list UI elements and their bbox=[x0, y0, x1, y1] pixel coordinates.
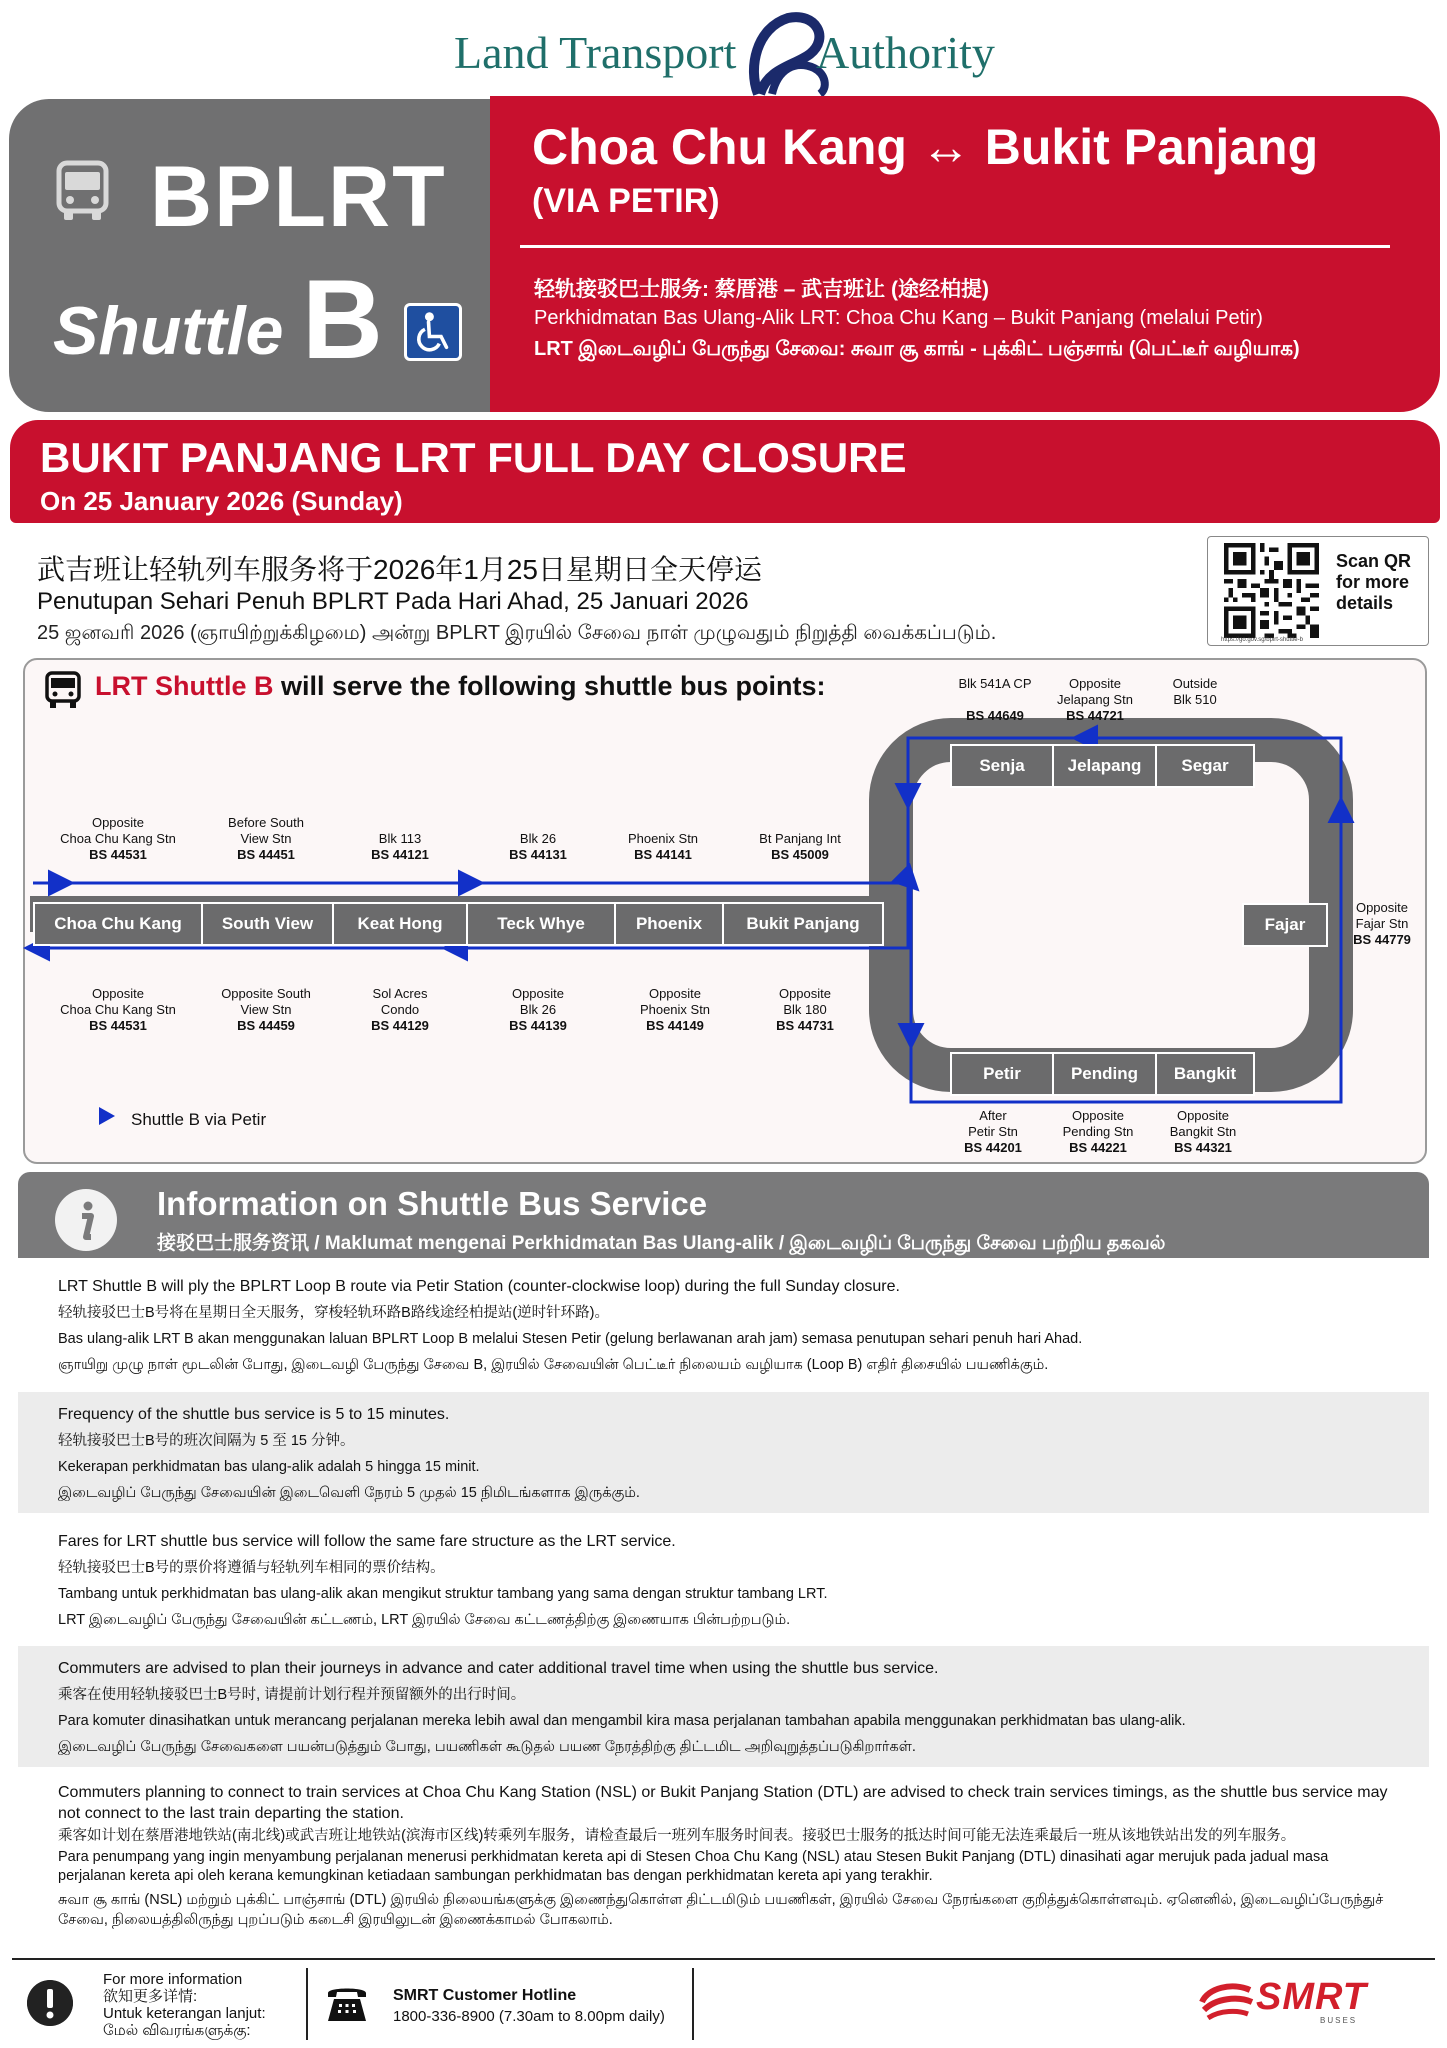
station-keat-hong: Keat Hong bbox=[332, 902, 468, 946]
station-south-view: South View bbox=[201, 902, 334, 946]
info-icon bbox=[55, 1189, 117, 1251]
bus-stop-code: BS 44131 bbox=[509, 847, 567, 862]
footer-info-en: For more information bbox=[103, 1971, 243, 1988]
info-text-zh: 轻轨接驳巴士B号的票价将遵循与轻轨列车相同的票价结构。 bbox=[58, 1560, 445, 1576]
bus-stop bbox=[933, 1108, 1053, 1156]
info-text-ta: சுவா சூ காங் (NSL) மற்றும் புக்கிட் பாஞ்சாங் (DTL) இரயில் நிலையங்களுக்கு இணைந்துகொள்ள திட்டமிடும் பயணிகள், இரயில் சேவை நேரங்களை குறித்துக்கொள்ளவும். ஏனெனில், இடைவழிப்பேருந்துச் சேவை, நிலையத்திலிருந்து புறப்படும் கடைசி இரயிலுடன் இணைக்காமல் போகலாம். bbox=[58, 1892, 1384, 1928]
station-segar: Segar bbox=[1155, 744, 1255, 788]
bus-stop bbox=[198, 815, 334, 863]
route-title-tamil: LRT இடைவழிப் பேருந்து சேவை: சுவா சூ காங் - புக்கிட் பஞ்சாங் (பெட்டீர் வழியாக) bbox=[534, 338, 1300, 360]
bus-stop-name: Opposite Jelapang Stn bbox=[1057, 676, 1133, 707]
info-text-ta: LRT இடைவழிப் பேருந்து சேவையின் கட்டணம், LRT இரயில் சேவை கட்டணத்திற்கு இணையாக பின்பற்றபடும். bbox=[58, 1612, 791, 1628]
info-text-en: Commuters are advised to plan their journeys in advance and cater additional travel time when using the shuttle bus service. bbox=[58, 1660, 939, 1677]
bus-stop-code: BS 44721 bbox=[1066, 708, 1124, 723]
route-title: Choa Chu Kang ↔ Bukit Panjang bbox=[532, 119, 1319, 175]
info-text-ms: Bas ulang-alik LRT B akan menggunakan laluan BPLRT Loop B melalui Stesen Petir (gelung berlawanan arah jam) semasa penutupan sehari penuh hari Ahad. bbox=[58, 1331, 1083, 1347]
station-pending: Pending bbox=[1052, 1052, 1157, 1096]
operator-name: SMRT bbox=[1256, 1976, 1367, 2018]
info-subtitle: 接驳巴士服务资讯 / Maklumat mengenai Perkhidmatan Bas Ulang-alik / இடைவழிப் பேருந்து சேவை பற்றிய தகவல் bbox=[157, 1233, 1166, 1254]
info-title: Information on Shuttle Bus Service bbox=[157, 1185, 708, 1222]
notice-chinese: 武吉班让轻轨列车服务将于2026年1月25日星期日全天停运 bbox=[37, 554, 763, 585]
info-section-frequency bbox=[18, 1392, 1429, 1513]
bus-stop-name: Bt Panjang Int bbox=[759, 831, 841, 846]
info-text-zh: 轻轨接驳巴士B号将在星期日全天服务，穿梭轻轨环路B路线途经柏提站(逆时针环路)。 bbox=[58, 1305, 609, 1321]
bus-stop-name: Opposite Blk 180 bbox=[778, 986, 832, 1017]
bus-stop-code: BS 44451 bbox=[237, 847, 295, 862]
bus-stop bbox=[740, 831, 860, 863]
footer-info-ta: மேல் விவரங்களுக்கு: bbox=[103, 2022, 251, 2039]
qr-url: https://go.gov.sg/bplrt-shuttle-b bbox=[1221, 637, 1303, 643]
bus-stop-name: Phoenix Stn bbox=[627, 831, 699, 846]
station-teck-whye: Teck Whye bbox=[466, 902, 616, 946]
bus-stop-code: BS 44141 bbox=[634, 847, 692, 862]
bus-stop-name: After Petir Stn bbox=[968, 1108, 1018, 1139]
bus-stop bbox=[48, 815, 188, 863]
notice-malay: Penutupan Sehari Penuh BPLRT Pada Hari Ahad, 25 Januari 2026 bbox=[37, 588, 749, 615]
map-heading-text: will serve the following shuttle bus points: bbox=[273, 671, 826, 701]
map-heading bbox=[95, 671, 826, 702]
bus-stop-name: Before South View Stn bbox=[228, 815, 304, 846]
bus-stop bbox=[750, 986, 860, 1034]
footer-separator bbox=[306, 1968, 308, 2040]
bus-stop-name: Opposite South View Stn bbox=[221, 986, 311, 1017]
info-section-fares bbox=[18, 1519, 1429, 1641]
legend-arrow-icon bbox=[99, 1107, 115, 1125]
smrt-logo bbox=[1198, 1976, 1378, 2028]
info-text-ta: இடைவழிப் பேருந்து சேவைகளை பயன்படுத்தும் போது, பயணிகள் கூடுதல் பயண நேரத்திற்கு திட்டமிட அறிவுறுத்தப்படுகிறார்கள். bbox=[58, 1739, 916, 1755]
bus-icon bbox=[55, 160, 110, 222]
qr-code-icon[interactable] bbox=[1224, 543, 1319, 638]
bus-stop-code: BS 44139 bbox=[509, 1018, 567, 1033]
service-line-name: BPLRT bbox=[150, 149, 447, 245]
closure-date: On 25 January 2026 (Sunday) bbox=[40, 486, 403, 516]
bus-stop-code: BS 44129 bbox=[371, 1018, 429, 1033]
map-heading-highlight: LRT Shuttle B bbox=[95, 671, 274, 701]
station-petir: Petir bbox=[950, 1052, 1054, 1096]
notice-tamil: 25 ஜனவரி 2026 (ஞாயிற்றுக்கிழமை) அன்று BPLRT இரயில் சேவை நாள் முழுவதும் நிறுத்தி வைக்கப்படும். bbox=[37, 622, 997, 644]
info-text-ms: Para komuter dinasihatkan untuk merancang perjalanan mereka lebih awal dan mengambil kira masa perjalanan tambahan apabila menggunakan perkhidmatan bas ulang-alik. bbox=[58, 1713, 1186, 1729]
info-text-ms: Para penumpang yang ingin menyambung perjalanan menerusi perkhidmatan kereta api di Stesen Choa Chu Kang (NSL) atau Stesen Bukit Panjang (DTL) dinasihati agar merujuk pada jadual masa perjalanan kereta api oleh kerana kemungkinan ketiadaan sambungan perkhidmatan bas dengan perkhidmatan kereta api yang terakhir. bbox=[58, 1849, 1329, 1884]
shuttle-letter: B bbox=[302, 257, 383, 382]
info-text-en: Commuters planning to connect to train services at Choa Chu Kang Station (NSL) or Bukit Panjang Station (DTL) are advised to check train services timings, as the shuttle bus service may not connect to the last train departing the station. bbox=[58, 1784, 1388, 1822]
hotline-title: SMRT Customer Hotline bbox=[393, 1987, 577, 2004]
bus-stop bbox=[483, 831, 593, 863]
bus-stop bbox=[1143, 1108, 1263, 1156]
info-text-zh: 乘客如计划在蔡厝港地铁站(南北线)或武吉班让地铁站(滨海市区线)转乘列车服务，请检查最后一班列车服务时间表。接驳巴士服务的抵达时间可能无法连乘最后一班从该地铁站出发的列车服务。 bbox=[58, 1828, 1296, 1844]
bus-stop-code: BS 44121 bbox=[371, 847, 429, 862]
shuttle-label: Shuttle bbox=[53, 293, 284, 369]
bus-stop-name: Outside Blk 510 bbox=[1172, 676, 1218, 707]
bus-stop-name: Opposite Pending Stn bbox=[1062, 1108, 1134, 1139]
footer-divider bbox=[12, 1958, 1435, 1960]
station-fajar: Fajar bbox=[1242, 903, 1328, 947]
info-text-ta: இடைவழிப் பேருந்து சேவையின் இடைவெளி நேரம் 5 முதல் 15 நிமிடங்களாக இருக்கும். bbox=[58, 1485, 640, 1501]
station-bukit-panjang: Bukit Panjang bbox=[722, 902, 884, 946]
station-senja: Senja bbox=[950, 744, 1054, 788]
bus-stop-name: Sol Acres Condo bbox=[372, 986, 428, 1017]
bus-stop-code: BS 45009 bbox=[771, 847, 829, 862]
bus-stop bbox=[608, 831, 718, 863]
route-title-chinese: 轻轨接驳巴士服务: 蔡厝港 – 武吉班让 (途经柏提) bbox=[534, 278, 989, 301]
qr-caption: Scan QR for more details bbox=[1336, 551, 1412, 613]
bus-stop-name: Blk 26 bbox=[519, 831, 557, 846]
info-section-route bbox=[18, 1264, 1429, 1386]
bus-stop-name: Opposite Fajar Stn bbox=[1355, 900, 1409, 931]
bus-stop-name: Opposite Blk 26 bbox=[511, 986, 565, 1017]
bus-stop bbox=[1135, 676, 1255, 708]
shuttle-bus-icon bbox=[43, 670, 83, 710]
bus-stop-code: BS 44649 bbox=[966, 708, 1024, 723]
bus-stop bbox=[345, 986, 455, 1034]
lta-logo bbox=[0, 12, 1447, 94]
route-via: (VIA PETIR) bbox=[532, 182, 720, 220]
wheelchair-accessible-icon bbox=[404, 303, 462, 361]
operator-sub: BUSES bbox=[1320, 2016, 1358, 2025]
footer-info-ms: Untuk keterangan lanjut: bbox=[103, 2005, 266, 2022]
info-text-en: LRT Shuttle B will ply the BPLRT Loop B route via Petir Station (counter-clockwise loop) during the full Sunday closure. bbox=[58, 1278, 900, 1295]
bus-stop-code: BS 44531 bbox=[89, 847, 147, 862]
bus-stop-name: Blk 541A CP bbox=[958, 676, 1032, 691]
info-text-zh: 乘客在使用轻轨接驳巴士B号时, 请提前计划行程并预留额外的出行时间。 bbox=[58, 1687, 526, 1703]
bus-stop-name: Opposite Choa Chu Kang Stn bbox=[60, 986, 176, 1017]
bus-stop-code: BS 44149 bbox=[646, 1018, 704, 1033]
bus-stop-code: BS 44779 bbox=[1353, 932, 1411, 947]
divider bbox=[520, 245, 1390, 248]
bus-stop-name: Blk 113 bbox=[378, 831, 422, 846]
station-bangkit: Bangkit bbox=[1155, 1052, 1255, 1096]
bus-stop bbox=[483, 986, 593, 1034]
info-text-ms: Tambang untuk perkhidmatan bas ulang-alik akan mengikut struktur tambang yang sama dengan struktur tambang LRT. bbox=[58, 1586, 828, 1602]
smrt-emblem-icon bbox=[1198, 1980, 1256, 2020]
info-text-en: Frequency of the shuttle bus service is 5 to 15 minutes. bbox=[58, 1406, 450, 1423]
bus-stop-name: Opposite Phoenix Stn bbox=[639, 986, 711, 1017]
bus-stop-name: Opposite Bangkit Stn bbox=[1169, 1108, 1237, 1139]
info-text-ta: ஞாயிறு முழு நாள் மூடலின் போது, இடைவழி பேருந்து சேவை B, இரயில் சேவையின் பெட்டீர் நிலையம் வழியாக (Loop B) எதிர் திசையில் பயணிக்கும். bbox=[58, 1357, 1049, 1373]
bus-stop-name: Opposite Choa Chu Kang Stn bbox=[60, 815, 176, 846]
bus-stop bbox=[48, 986, 188, 1034]
footer-info-zh: 欲知更多详情: bbox=[103, 1988, 198, 2005]
route-title-malay: Perkhidmatan Bas Ulang-Alik LRT: Choa Chu Kang – Bukit Panjang (melalui Petir) bbox=[534, 307, 1263, 329]
station-choa-chu-kang: Choa Chu Kang bbox=[33, 902, 203, 946]
lta-logo-right-text: Authority bbox=[816, 27, 995, 78]
info-text-en: Fares for LRT shuttle bus service will follow the same fare structure as the LRT service. bbox=[58, 1533, 676, 1550]
bus-stop-code: BS 44321 bbox=[1174, 1140, 1232, 1155]
legend-label: Shuttle B via Petir bbox=[131, 1110, 267, 1129]
info-section-connections bbox=[18, 1772, 1429, 1952]
info-text-zh: 轻轨接驳巴士B号的班次间隔为 5 至 15 分钟。 bbox=[58, 1433, 355, 1449]
hotline-number-link[interactable]: 1800-336-8900 (7.30am to 8.00pm daily) bbox=[393, 2008, 665, 2025]
bus-stop bbox=[198, 986, 334, 1034]
info-section-plan bbox=[18, 1646, 1429, 1767]
bus-stop bbox=[1335, 900, 1429, 948]
info-text-ms: Kekerapan perkhidmatan bas ulang-alik adalah 5 hingga 15 minit. bbox=[58, 1459, 480, 1475]
bus-stop-code: BS 44459 bbox=[237, 1018, 295, 1033]
footer-info-labels bbox=[103, 1971, 266, 2039]
bus-stop-code: BS 44731 bbox=[776, 1018, 834, 1033]
bus-stop bbox=[1038, 1108, 1158, 1156]
bus-stop-code: BS 44221 bbox=[1069, 1140, 1127, 1155]
bus-stop bbox=[345, 831, 455, 863]
bus-stop bbox=[615, 986, 735, 1034]
phone-icon bbox=[324, 1983, 370, 2023]
station-jelapang: Jelapang bbox=[1052, 744, 1157, 788]
station-phoenix: Phoenix bbox=[614, 902, 724, 946]
lta-logo-left-text: Land Transport bbox=[454, 27, 737, 78]
closure-title: BUKIT PANJANG LRT FULL DAY CLOSURE bbox=[40, 434, 907, 481]
bus-stop-code: BS 44531 bbox=[89, 1018, 147, 1033]
exclamation-icon bbox=[27, 1980, 73, 2026]
bus-stop-code: BS 44201 bbox=[964, 1140, 1022, 1155]
footer-separator bbox=[692, 1968, 694, 2040]
